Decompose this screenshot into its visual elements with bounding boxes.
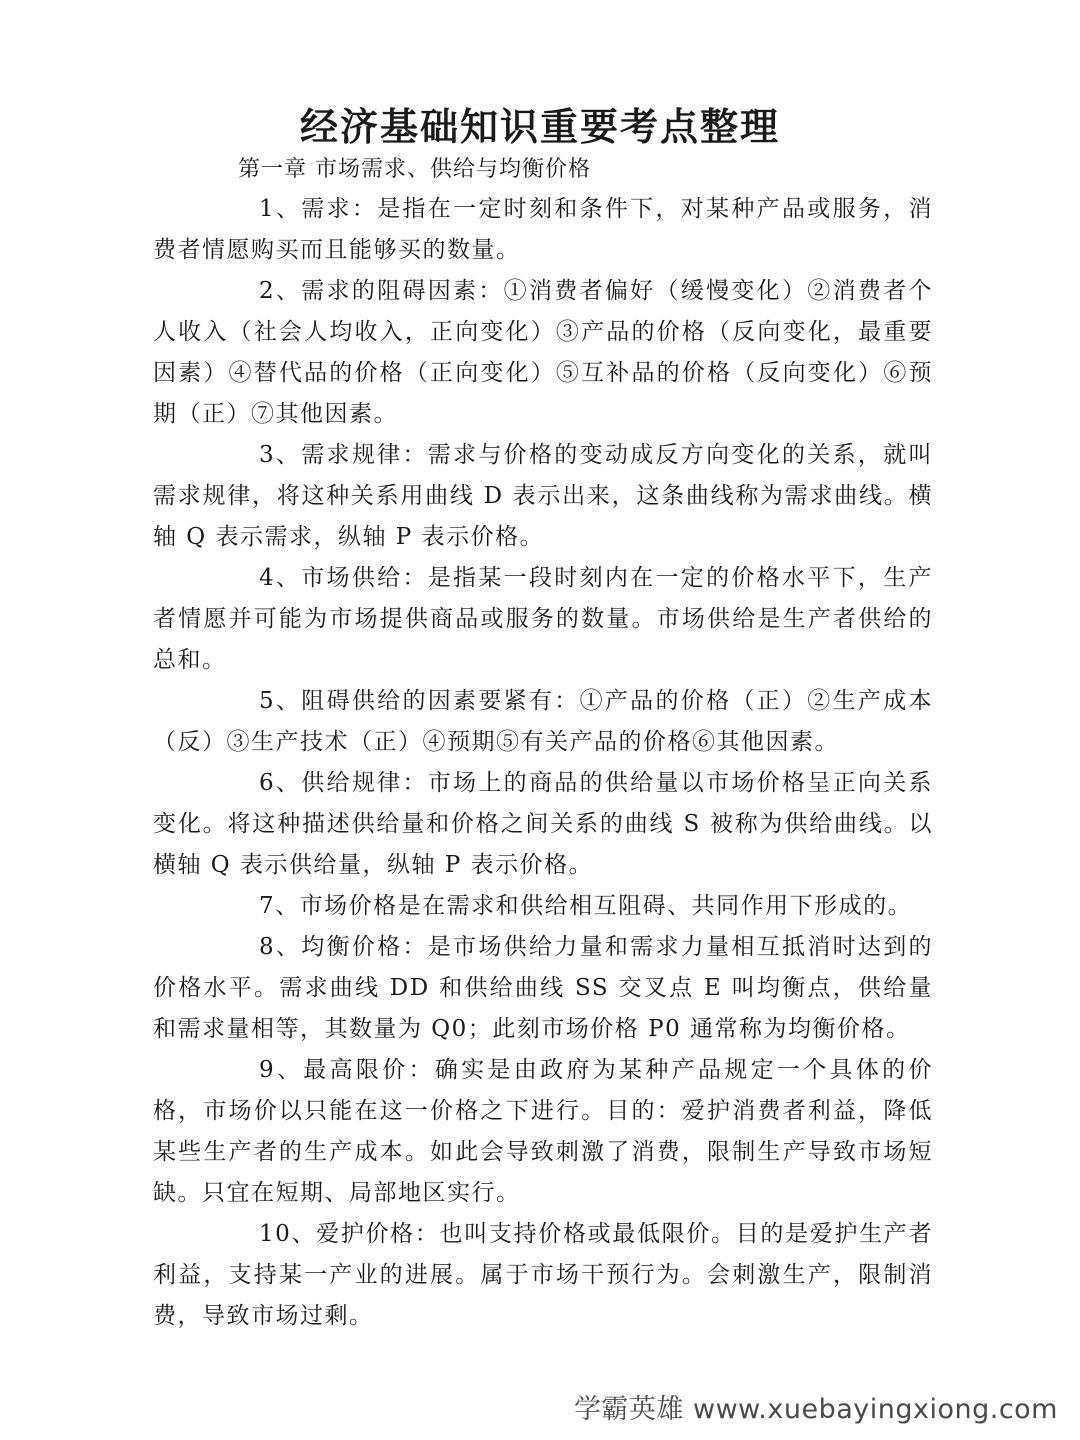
paragraph-demand-factors: 2、需求的阻碍因素：①消费者偏好（缓慢变化）②消费者个人收入（社会人均收入，正向变化）③产品的价格（反向变化，最重要因素）④替代品的价格（正向变化）⑤互补品的价格（反向变化）⑥预期（正）⑦其他因素。: [153, 278, 933, 427]
paragraph-demand: 1、需求：是指在一定时刻和条件下，对某种产品或服务，消费者情愿购买而且能够买的数量。: [153, 196, 933, 263]
chapter-heading: 第一章 市场需求、供给与均衡价格: [238, 157, 591, 182]
paragraph-equilibrium-price: 8、均衡价格：是市场供给力量和需求力量相互抵消时达到的价格水平。需求曲线 DD 和供给曲线 SS 交叉点 E 叫均衡点，供给量和需求量相等，其数量为 Q0；此刻市场价格 P0 通常称为均衡价格。: [153, 934, 933, 1042]
paragraph-market-price: 7、市场价格是在需求和供给相互阻碍、共同作用下形成的。: [259, 893, 913, 919]
paragraph-price-floor: 10、爱护价格：也叫支持价格或最低限价。目的是爱护生产者利益，支持某一产业的进展。属于市场干预行为。会刺激生产，限制消费，导致市场过剩。: [153, 1221, 933, 1329]
paragraph-demand-law: 3、需求规律：需求与价格的变动成反方向变化的关系，就叫需求规律，将这种关系用曲线 D 表示出来，这条曲线称为需求曲线。横轴 Q 表示需求，纵轴 P 表示价格。: [153, 442, 934, 550]
document-title: 经济基础知识重要考点整理: [299, 105, 780, 149]
paragraph-price-ceiling: 9、最高限价：确实是由政府为某种产品规定一个具体的价格，市场价以只能在这一价格之下进行。目的：爱护消费者利益，降低某些生产者的生产成本。如此会导致刺激了消费，限制生产导致市场短缺。只宜在短期、局部地区实行。: [153, 1057, 933, 1206]
document-body: [153, 189, 933, 1337]
paragraph-supply-law: 6、供给规律：市场上的商品的供给量以市场价格呈正向关系变化。将这种描述供给量和价格之间关系的曲线 S 被称为供给曲线。以横轴 Q 表示供给量，纵轴 P 表示价格。: [153, 770, 933, 878]
paragraph-market-supply: 4、市场供给：是指某一段时刻内在一定的价格水平下，生产者情愿并可能为市场提供商品或服务的数量。市场供给是生产者供给的总和。: [153, 565, 933, 673]
watermark: 学霸英雄 www.xuebayingxiong.com: [573, 1394, 1058, 1425]
paragraph-supply-factors: 5、阻碍供给的因素要紧有：①产品的价格（正）②生产成本（反）③生产技术（正）④预期⑤有关产品的价格⑥其他因素。: [153, 688, 933, 755]
